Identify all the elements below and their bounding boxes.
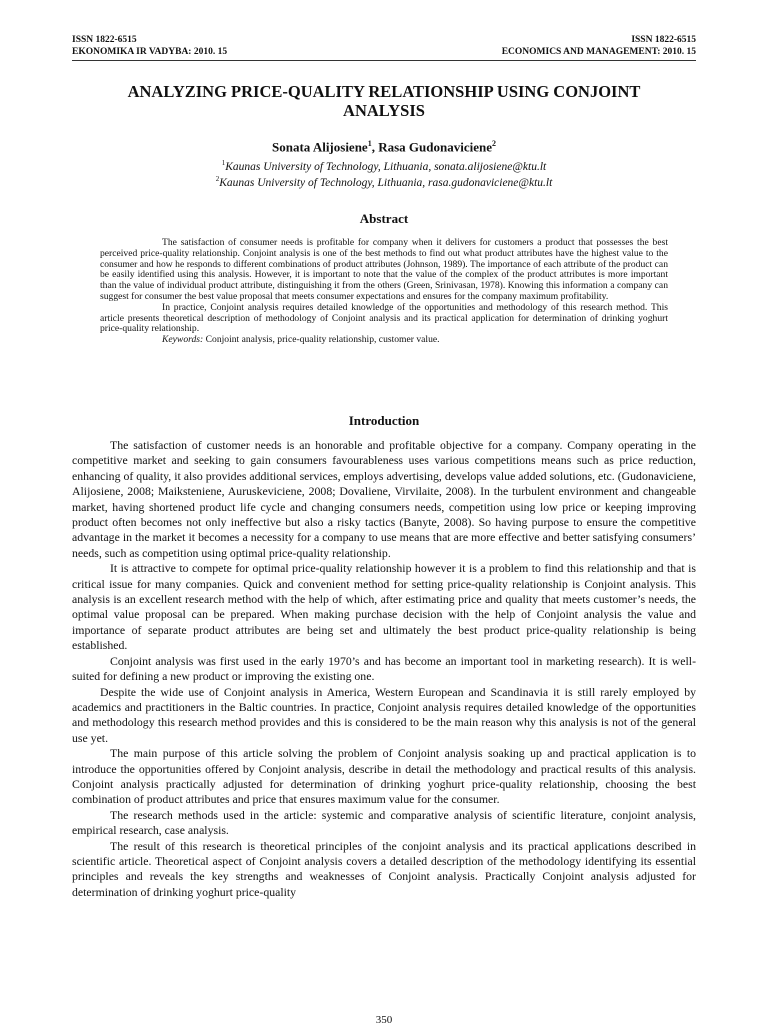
header-divider: [72, 60, 696, 61]
header-left: [72, 34, 227, 58]
author-name-2: Rasa Gudonaviciene: [378, 139, 492, 155]
header-left-issn: ISSN 1822-6515: [72, 35, 137, 45]
affiliation-text-1: Kaunas University of Technology, Lithuania, sonata.alijosiene@ktu.lt: [225, 160, 547, 173]
intro-paragraph: The research methods used in the article: systemic and comparative analysis of scientific literature, conjoint analysis, empirical research, case analysis.: [72, 807, 696, 838]
title-line-1: ANALYZING PRICE-QUALITY RELATIONSHIP USING CONJOINT: [127, 82, 641, 101]
affiliation-sup-1: 1: [221, 159, 226, 167]
intro-paragraph: Despite the wide use of Conjoint analysis in America, Western European and Scandinavia it is still rarely employed by academics and practitioners in the Baltic countries. In practice, Conjoint analysis requires detailed knowledge of the opportunities and methodology this research method provides and this is considered to be the main reason why this analysis is not of the general use yet.: [72, 684, 696, 745]
paper-title: [72, 82, 696, 120]
author-separator: ,: [371, 139, 379, 155]
header-left-journal: EKONOMIKA IR VADYBA: 2010. 15: [72, 47, 228, 57]
author-sup-2: 2: [491, 139, 496, 148]
introduction-body: [72, 438, 696, 900]
intro-paragraph: It is attractive to compete for optimal price-quality relationship however it is a problem to find this relationship and that is critical issue for many companies. Quick and convenient method for setting price-quality relationship is Conjoint analysis. This analysis is an excellent research method with the help of which, after estimating price and quality that meets customer’s needs, the optimal value proposal can be prepared. When making purchase decision with the help of Conjoint analysis the value and importance of separate product attributes are being set and ultimately the best product price-quality relationship is being established.: [72, 561, 696, 653]
author-list: [72, 136, 696, 155]
abstract-heading: Abstract: [359, 211, 409, 226]
title-line-2: ANALYSIS: [343, 101, 425, 120]
keywords-text: Conjoint analysis, price-quality relationship, customer value.: [203, 334, 440, 346]
abstract-body: [100, 238, 668, 346]
header-right: [502, 34, 696, 58]
affiliation-sup-2: 2: [215, 175, 220, 183]
abstract-keywords: [100, 335, 668, 346]
header-right-journal: ECONOMICS AND MANAGEMENT: 2010. 15: [501, 47, 696, 57]
intro-paragraph: The satisfaction of customer needs is an honorable and profitable objective for a company. Company operating in the competitive market and seeking to gain consumers favourableness uses various competitions means such as price reduction, enhancing of quality, it also provides additional services, employs advertising, develops value added solutions, etc. (Gudonaviciene, Alijosiene, 2008; Maiksteniene, Auruskeviciene, 2008; Dovaliene, Virvilaite, 2008). In the turbulent environment and changeable market, having shortened product life cycle and changing consumers needs, competition using low price or keeping improving product often becomes not only ineffective but also a risky tactics (Banyte, 2008). So having purpose to ensure the competitive advantage in the market it becomes a necessity for a company to use means that are more effective and better satisfying consumers’ needs, such as competition using optimal price-quality relationship.: [72, 438, 696, 560]
abstract-paragraph-2: In practice, Conjoint analysis requires detailed knowledge of the opportunities and methodology of this research method. This article presents theoretical description of methodology of Conjoint analysis and its practical application for determination of drinking yoghurt price-quality relationship.: [100, 301, 668, 335]
affiliation-text-2: Kaunas University of Technology, Lithuania, rasa.gudonaviciene@ktu.lt: [219, 176, 553, 189]
introduction-heading: Introduction: [348, 413, 420, 428]
abstract-paragraph-1: The satisfaction of consumer needs is profitable for company when it delivers for customers a product that possesses the best perceived price-quality relationship. Conjoint analysis is one of the best methods to find out what product attributes have the highest value to the consumer and how he responds to different combinations of product attributes (Johnson, 1989). The importance of each attribute of the product can be easily identified using this analysis. However, it is important to note that the value of the complex of the product attributes is more important than the value of individual product attribute, distinguishing it from the others (Green, Srinivasan, 1978). Knowing this information a company can suggest for consumer the best value proposal that meets consumer expectations and ensures for the company maximum profitability.: [100, 237, 668, 302]
intro-paragraph: Conjoint analysis was first used in the early 1970’s and has become an important tool in marketing research). It is well-suited for defining a new product or improving the existing one.: [72, 653, 696, 684]
intro-paragraph: The main purpose of this article solving the problem of Conjoint analysis soaking up and practical application is to introduce the opportunities offered by Conjoint analysis, describe in detail the methodology and practical results of this analysis. Conjoint analysis practically adjusted for determination of drinking yoghurt price-quality relationship, choosing the best combination of product attributes and price that ensures maximum value for the consumer.: [72, 746, 696, 807]
page-number: 350: [375, 1014, 393, 1026]
author-sup-1: 1: [367, 139, 372, 148]
author-name-1: Sonata Alijosiene: [272, 139, 368, 155]
header-right-issn: ISSN 1822-6515: [631, 35, 696, 45]
affiliation-2: [72, 172, 696, 190]
keywords-label: Keywords:: [162, 334, 204, 346]
intro-paragraph: The result of this research is theoretical principles of the conjoint analysis and its practical applications described in scientific article. Theoretical aspect of Conjoint analysis covers a detailed description of the methodology identifying its essential principles and reveals the key strengths and weaknesses of Conjoint analysis. Practically Conjoint analysis adjusted for determination of drinking yoghurt price-quality: [72, 838, 696, 899]
